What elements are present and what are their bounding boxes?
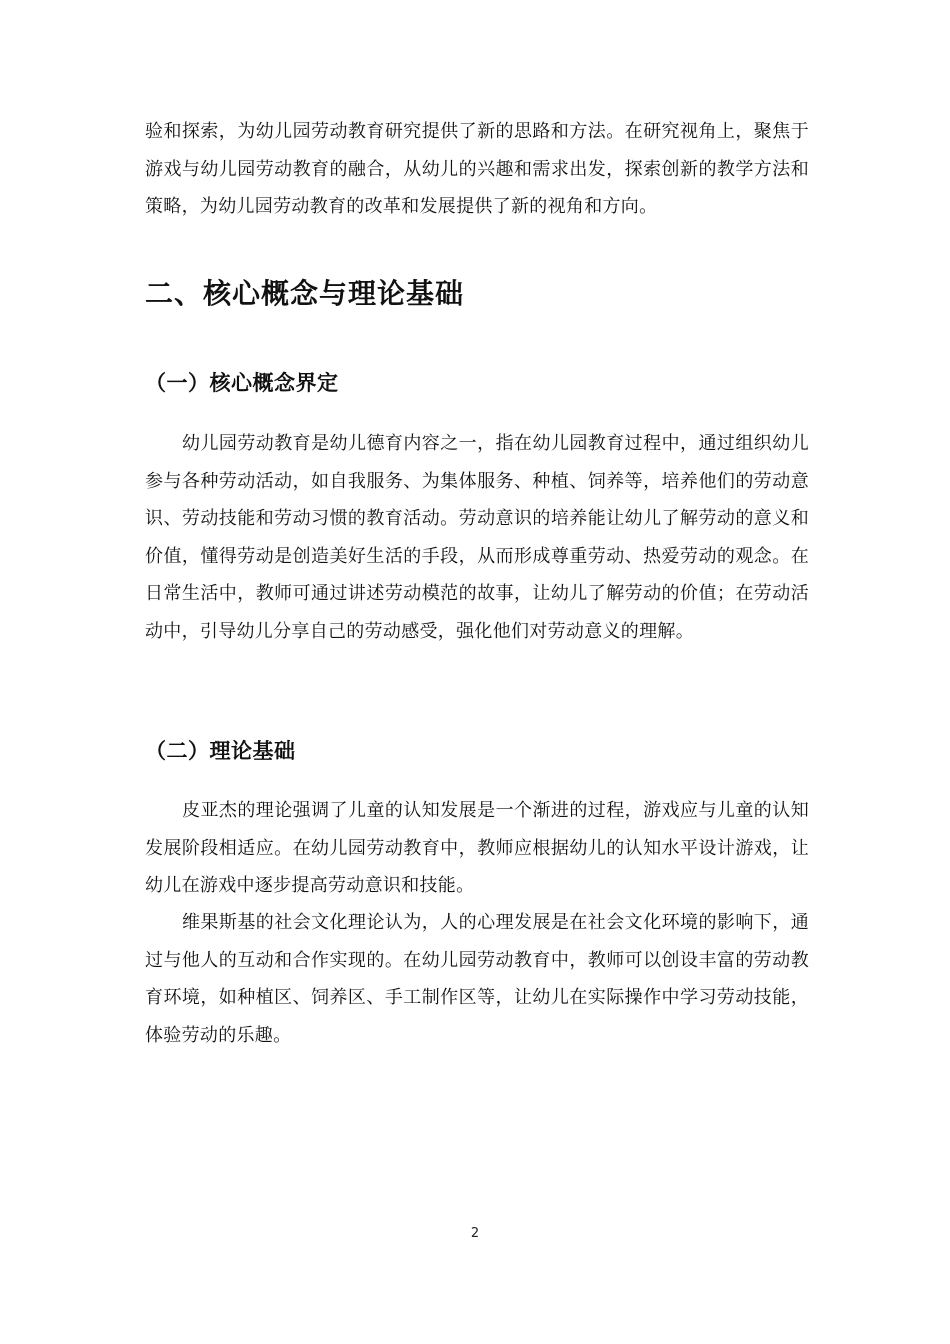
subsection-title-theory: （二）理论基础 bbox=[145, 739, 296, 763]
core-concepts-paragraph: 幼儿园劳动教育是幼儿德育内容之一，指在幼儿园教育过程中，通过组织幼儿参与各种劳动活动，如自我服务、为集体服务、种植、饲养等，培养他们的劳动意识、劳动技能和劳动习惯的教育活动。劳动意识的培养能让幼儿了解劳动的意义和价值，懂得劳动是创造美好生活的手段，从而形成尊重劳动、热爱劳动的观念。在日常生活中，教师可通过讲述劳动模范的故事，让幼儿了解劳动的价值；在劳动活动中，引导幼儿分享自己的劳动感受，强化他们对劳动意义的理解。 bbox=[145, 433, 809, 642]
intro-paragraph: 验和探索，为幼儿园劳动教育研究提供了新的思路和方法。在研究视角上，聚焦于游戏与幼儿园劳动教育的融合，从幼儿的兴趣和需求出发，探索创新的教学方法和策略，为幼儿园劳动教育的改革和发展提供了新的视角和方向。 bbox=[145, 121, 809, 217]
theory-paragraph-vygotsky: 维果斯基的社会文化理论认为，人的心理发展是在社会文化环境的影响下，通过与他人的互动和合作实现的。在幼儿园劳动教育中，教师可以创设丰富的劳动教育环境，如种植区、饲养区、手工制作区等，让幼儿在实际操作中学习劳动技能，体验劳动的乐趣。 bbox=[145, 912, 809, 1046]
theory-paragraph-piaget: 皮亚杰的理论强调了儿童的认知发展是一个渐进的过程，游戏应与儿童的认知发展阶段相适应。在幼儿园劳动教育中，教师应根据幼儿的认知水平设计游戏，让幼儿在游戏中逐步提高劳动意识和技能。 bbox=[145, 800, 809, 896]
subsection-title-core-concepts: （一）核心概念界定 bbox=[145, 371, 339, 395]
section-title: 二、核心概念与理论基础 bbox=[145, 277, 465, 310]
page-number: 2 bbox=[470, 1226, 480, 1241]
